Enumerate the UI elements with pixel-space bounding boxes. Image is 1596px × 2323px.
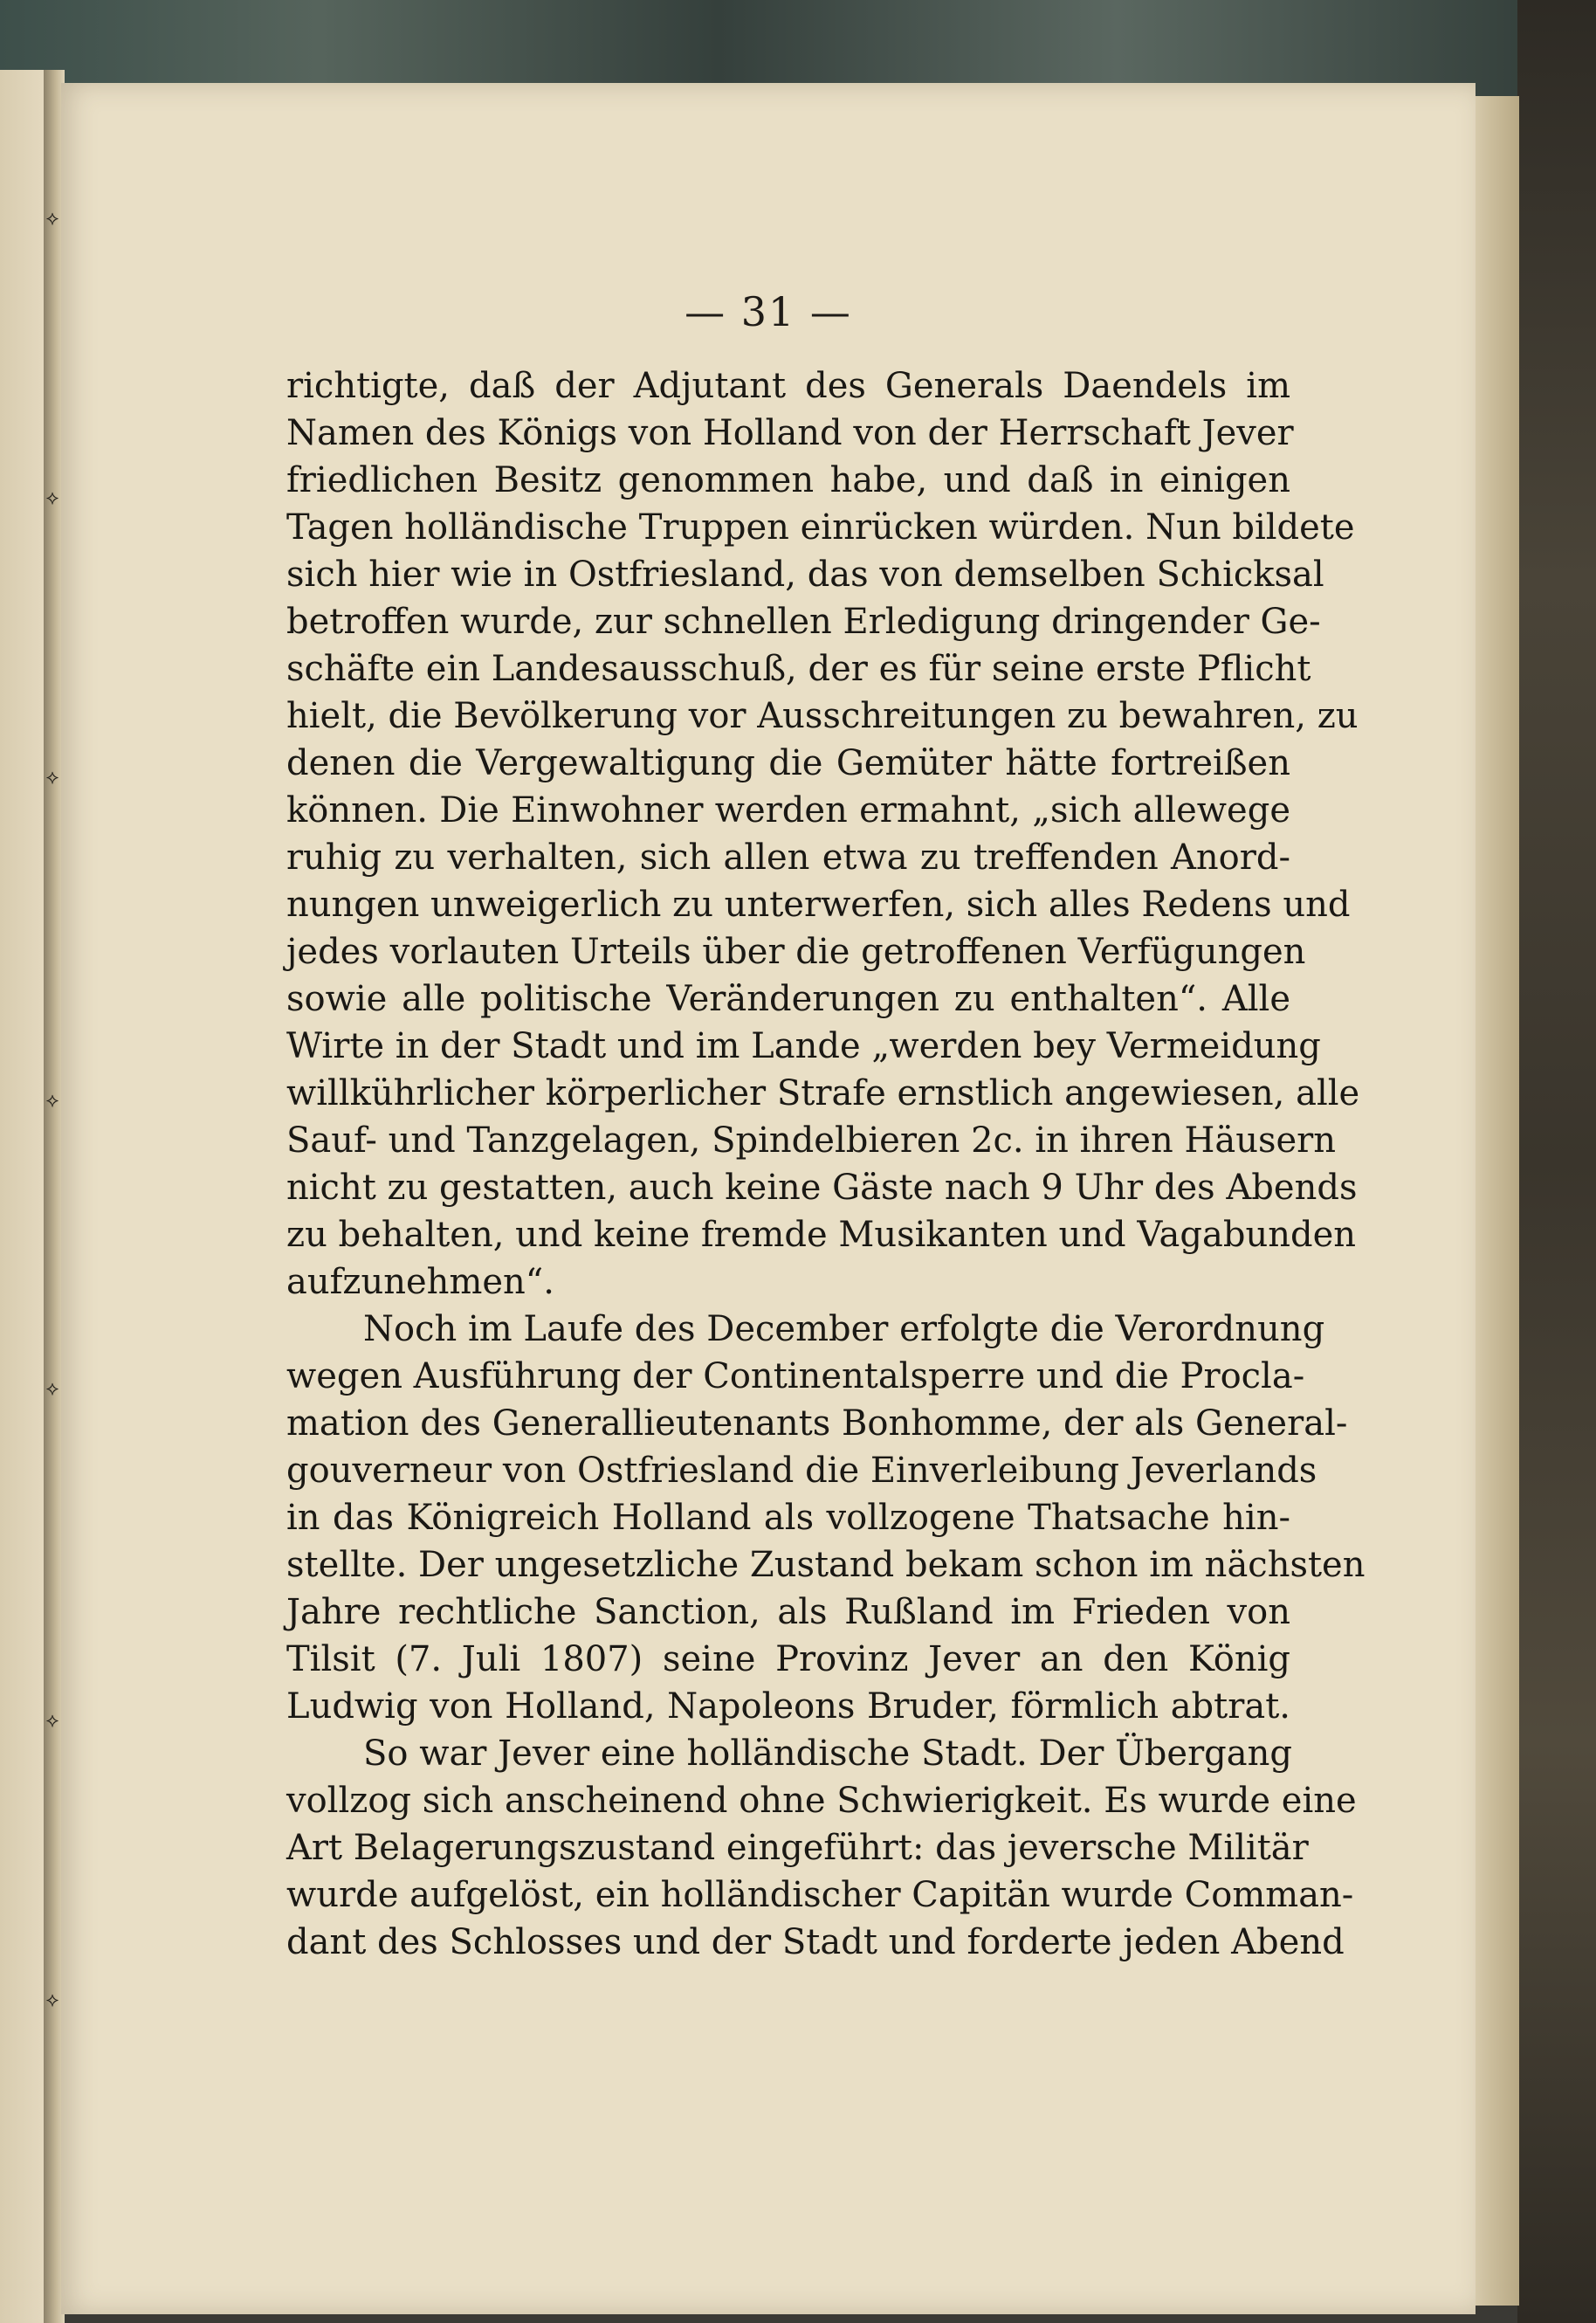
text-line: aufzunehmen“.	[286, 1262, 554, 1302]
text-line: jedes vorlauten Urteils über die getroffenen Verfügungen	[286, 932, 1306, 972]
text-line: hielt, die Bevölkerung vor Ausschreitungen zu bewahren, zu	[286, 696, 1359, 736]
text-line: zu behalten, und keine fremde Musikanten und Vagabunden	[286, 1215, 1357, 1255]
text-line: in das Königreich Holland als vollzogene Thatsache hin-	[286, 1498, 1290, 1538]
text-line: sich hier wie in Ostfriesland, das von demselben Schicksal	[286, 555, 1324, 595]
text-line: Jahre rechtliche Sanction, als Rußland im Frieden von	[286, 1592, 1290, 1632]
book-page	[61, 83, 1476, 2314]
text-line: ruhig zu verhalten, sich allen etwa zu treffenden Anord-	[286, 838, 1290, 878]
text-line: nicht zu gestatten, auch keine Gäste nach 9 Uhr des Abends	[286, 1168, 1358, 1208]
page-number: — 31 —	[684, 288, 852, 335]
text-line: Ludwig von Holland, Napoleons Bruder, förmlich abtrat.	[286, 1686, 1290, 1727]
text-line: Namen des Königs von Holland von der Herrschaft Jever	[286, 413, 1294, 453]
text-line: Art Belagerungszustand eingeführt: das jeversche Militär	[286, 1828, 1309, 1868]
text-line: betroffen wurde, zur schnellen Erledigung dringender Ge-	[286, 602, 1321, 642]
binding-stitch-icon: ⟡	[45, 767, 59, 789]
binding-stitch-icon: ⟡	[45, 1710, 59, 1732]
body-text	[286, 362, 1366, 1966]
text-line: willkührlicher körperlicher Strafe ernstlich angewiesen, alle	[286, 1073, 1360, 1113]
text-line: nungen unweigerlich zu unterwerfen, sich alles Redens und	[286, 885, 1351, 925]
text-line: dant des Schlosses und der Stadt und forderte jeden Abend	[286, 1922, 1345, 1962]
text-line: wurde aufgelöst, ein holländischer Capitän wurde Comman-	[286, 1875, 1354, 1915]
book-cover-right	[1517, 0, 1596, 2323]
binding-stitch-icon: ⟡	[45, 1090, 59, 1112]
binding-stitch-icon: ⟡	[45, 1378, 59, 1400]
text-line: können. Die Einwohner werden ermahnt, „sich allewege	[286, 790, 1290, 831]
text-line: Sauf- und Tanzgelagen, Spindelbieren 2c. in ihren Häusern	[286, 1120, 1337, 1161]
text-line: richtigte, daß der Adjutant des Generals Daendels im	[286, 366, 1290, 406]
text-line: friedlichen Besitz genommen habe, und daß in einigen	[286, 460, 1290, 500]
text-line: Tagen holländische Truppen einrücken würden. Nun bildete	[286, 507, 1355, 548]
text-line: stellte. Der ungesetzliche Zustand bekam schon im nächsten	[286, 1545, 1366, 1585]
binding-stitch-icon: ⟡	[45, 487, 59, 509]
page-edges	[1471, 96, 1519, 2306]
text-line: gouverneur von Ostfriesland die Einverleibung Jeverlands	[286, 1451, 1317, 1491]
text-line: wegen Ausführung der Continentalsperre und die Procla-	[286, 1356, 1305, 1396]
text-line: vollzog sich anscheinend ohne Schwierigkeit. Es wurde eine	[286, 1781, 1357, 1821]
text-line: mation des Generallieutenants Bonhomme, der als General-	[286, 1403, 1348, 1444]
text-line: Tilsit (7. Juli 1807) seine Provinz Jever an den König	[286, 1639, 1290, 1679]
text-line: Wirte in der Stadt und im Lande „werden bey Vermeidung	[286, 1026, 1321, 1066]
book-cover-top	[0, 0, 1596, 96]
text-line: So war Jever eine holländische Stadt. Der Übergang	[363, 1734, 1293, 1774]
text-line: sowie alle politische Veränderungen zu enthalten“. Alle	[286, 979, 1290, 1019]
binding-stitch-icon: ⟡	[45, 1989, 59, 2011]
text-line: denen die Vergewaltigung die Gemüter hätte fortreißen	[286, 743, 1290, 783]
binding-stitch-icon: ⟡	[45, 208, 59, 230]
text-line: Noch im Laufe des December erfolgte die Verordnung	[363, 1309, 1325, 1349]
text-line: schäfte ein Landesausschuß, der es für seine erste Pflicht	[286, 649, 1311, 689]
